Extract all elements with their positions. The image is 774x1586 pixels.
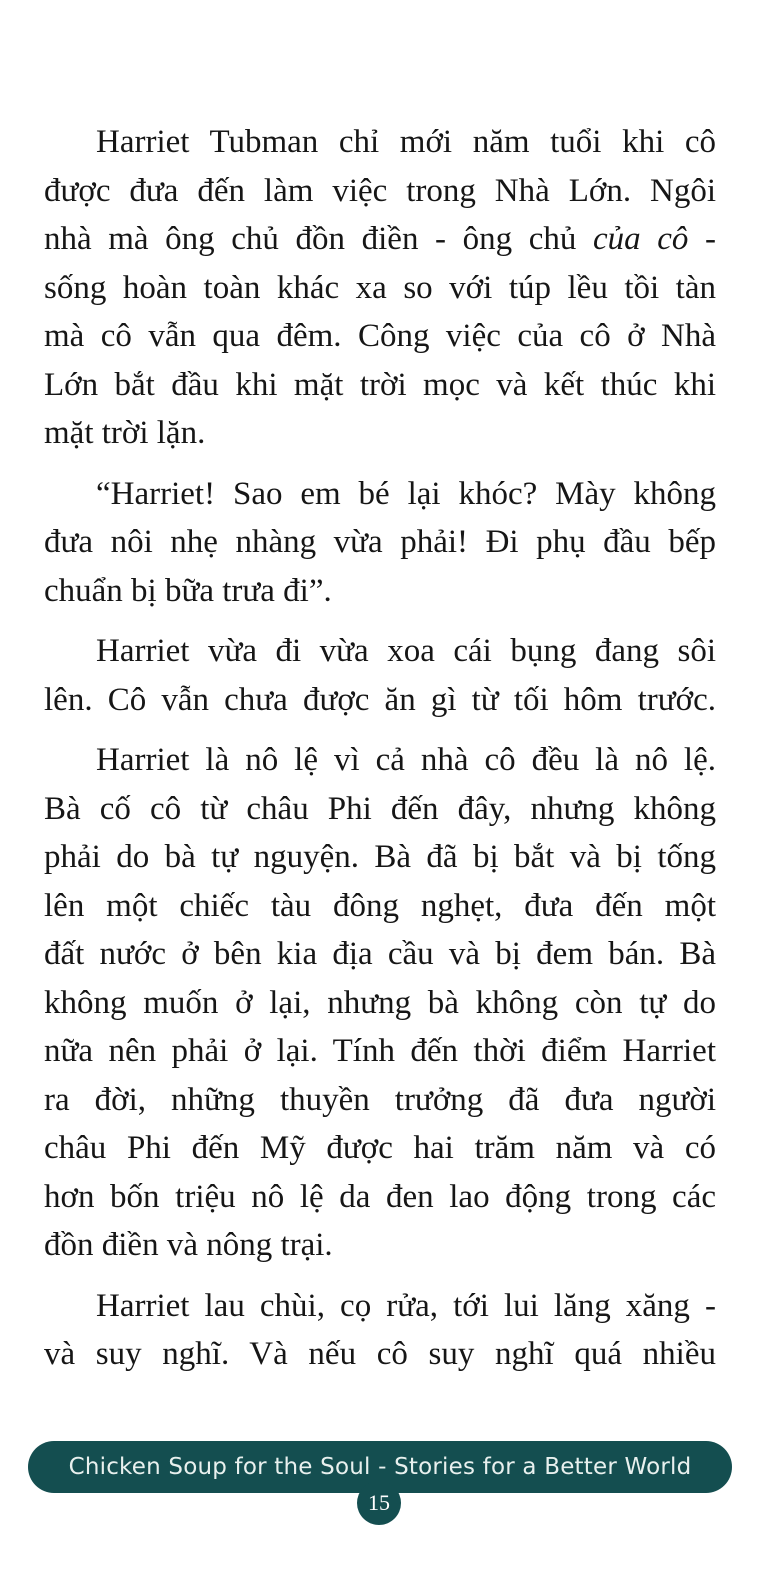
text-line: châu Phi đến Mỹ được hai trăm năm và có xyxy=(44,1130,716,1166)
text-line: hơn bốn triệu nô lệ da đen lao động trong các xyxy=(44,1178,716,1215)
text-line: Lớn bắt đầu khi mặt trời mọc và kết thúc khi xyxy=(44,366,716,403)
text-line: ra đời, những thuyền trưởng đã đưa người xyxy=(44,1081,716,1118)
text-line: nhà mà ông chủ đồn điền - ông chủ của cô - xyxy=(44,221,716,257)
text-line: và suy nghĩ. Và nếu cô suy nghĩ quá nhiều xyxy=(44,1336,716,1372)
text-line: đất nước ở bên kia địa cầu và bị đem bán. Bà xyxy=(44,936,716,972)
body-text xyxy=(44,118,716,1391)
text-line: không muốn ở lại, nhưng bà không còn tự do xyxy=(44,984,716,1021)
text-line: được đưa đến làm việc trong Nhà Lớn. Ngôi xyxy=(44,172,716,209)
paragraph-2 xyxy=(44,470,716,616)
text-line: Harriet vừa đi vừa xoa cái bụng đang sôi xyxy=(96,633,716,669)
text-line: chuẩn bị bữa trưa đi”. xyxy=(44,572,332,609)
paragraph-5 xyxy=(44,1282,716,1379)
paragraph-1 xyxy=(44,118,716,458)
text-line: Bà cố cô từ châu Phi đến đây, nhưng không xyxy=(44,790,716,827)
text-line: Harriet Tubman chỉ mới năm tuổi khi cô xyxy=(96,124,716,160)
text-line: lên một chiếc tàu đông nghẹt, đưa đến một xyxy=(44,887,716,924)
text-line: nữa nên phải ở lại. Tính đến thời điểm Harriet xyxy=(44,1033,716,1069)
page-number: 15 xyxy=(357,1481,401,1525)
text-line: lên. Cô vẫn chưa được ăn gì từ tối hôm trước. xyxy=(44,681,716,718)
text-line: mặt trời lặn. xyxy=(44,415,206,451)
text-line: Harriet lau chùi, cọ rửa, tới lui lăng xăng - xyxy=(96,1287,716,1324)
paragraph-3 xyxy=(44,627,716,724)
footer-book-title: Chicken Soup for the Soul - Stories for a Better World xyxy=(68,1454,692,1480)
text-line: Harriet là nô lệ vì cả nhà cô đều là nô lệ. xyxy=(96,742,716,778)
text-line: đồn điền và nông trại. xyxy=(44,1227,333,1263)
emphasis: của cô xyxy=(593,221,689,257)
text-line: sống hoàn toàn khác xa so với túp lều tồi tàn xyxy=(44,269,716,306)
text-line: mà cô vẫn qua đêm. Công việc của cô ở Nhà xyxy=(44,318,716,354)
paragraph-4 xyxy=(44,736,716,1270)
text-line: phải do bà tự nguyện. Bà đã bị bắt và bị tống xyxy=(44,839,716,875)
text-line: “Harriet! Sao em bé lại khóc? Mày không xyxy=(96,475,716,512)
text-line: đưa nôi nhẹ nhàng vừa phải! Đi phụ đầu bếp xyxy=(44,524,716,560)
